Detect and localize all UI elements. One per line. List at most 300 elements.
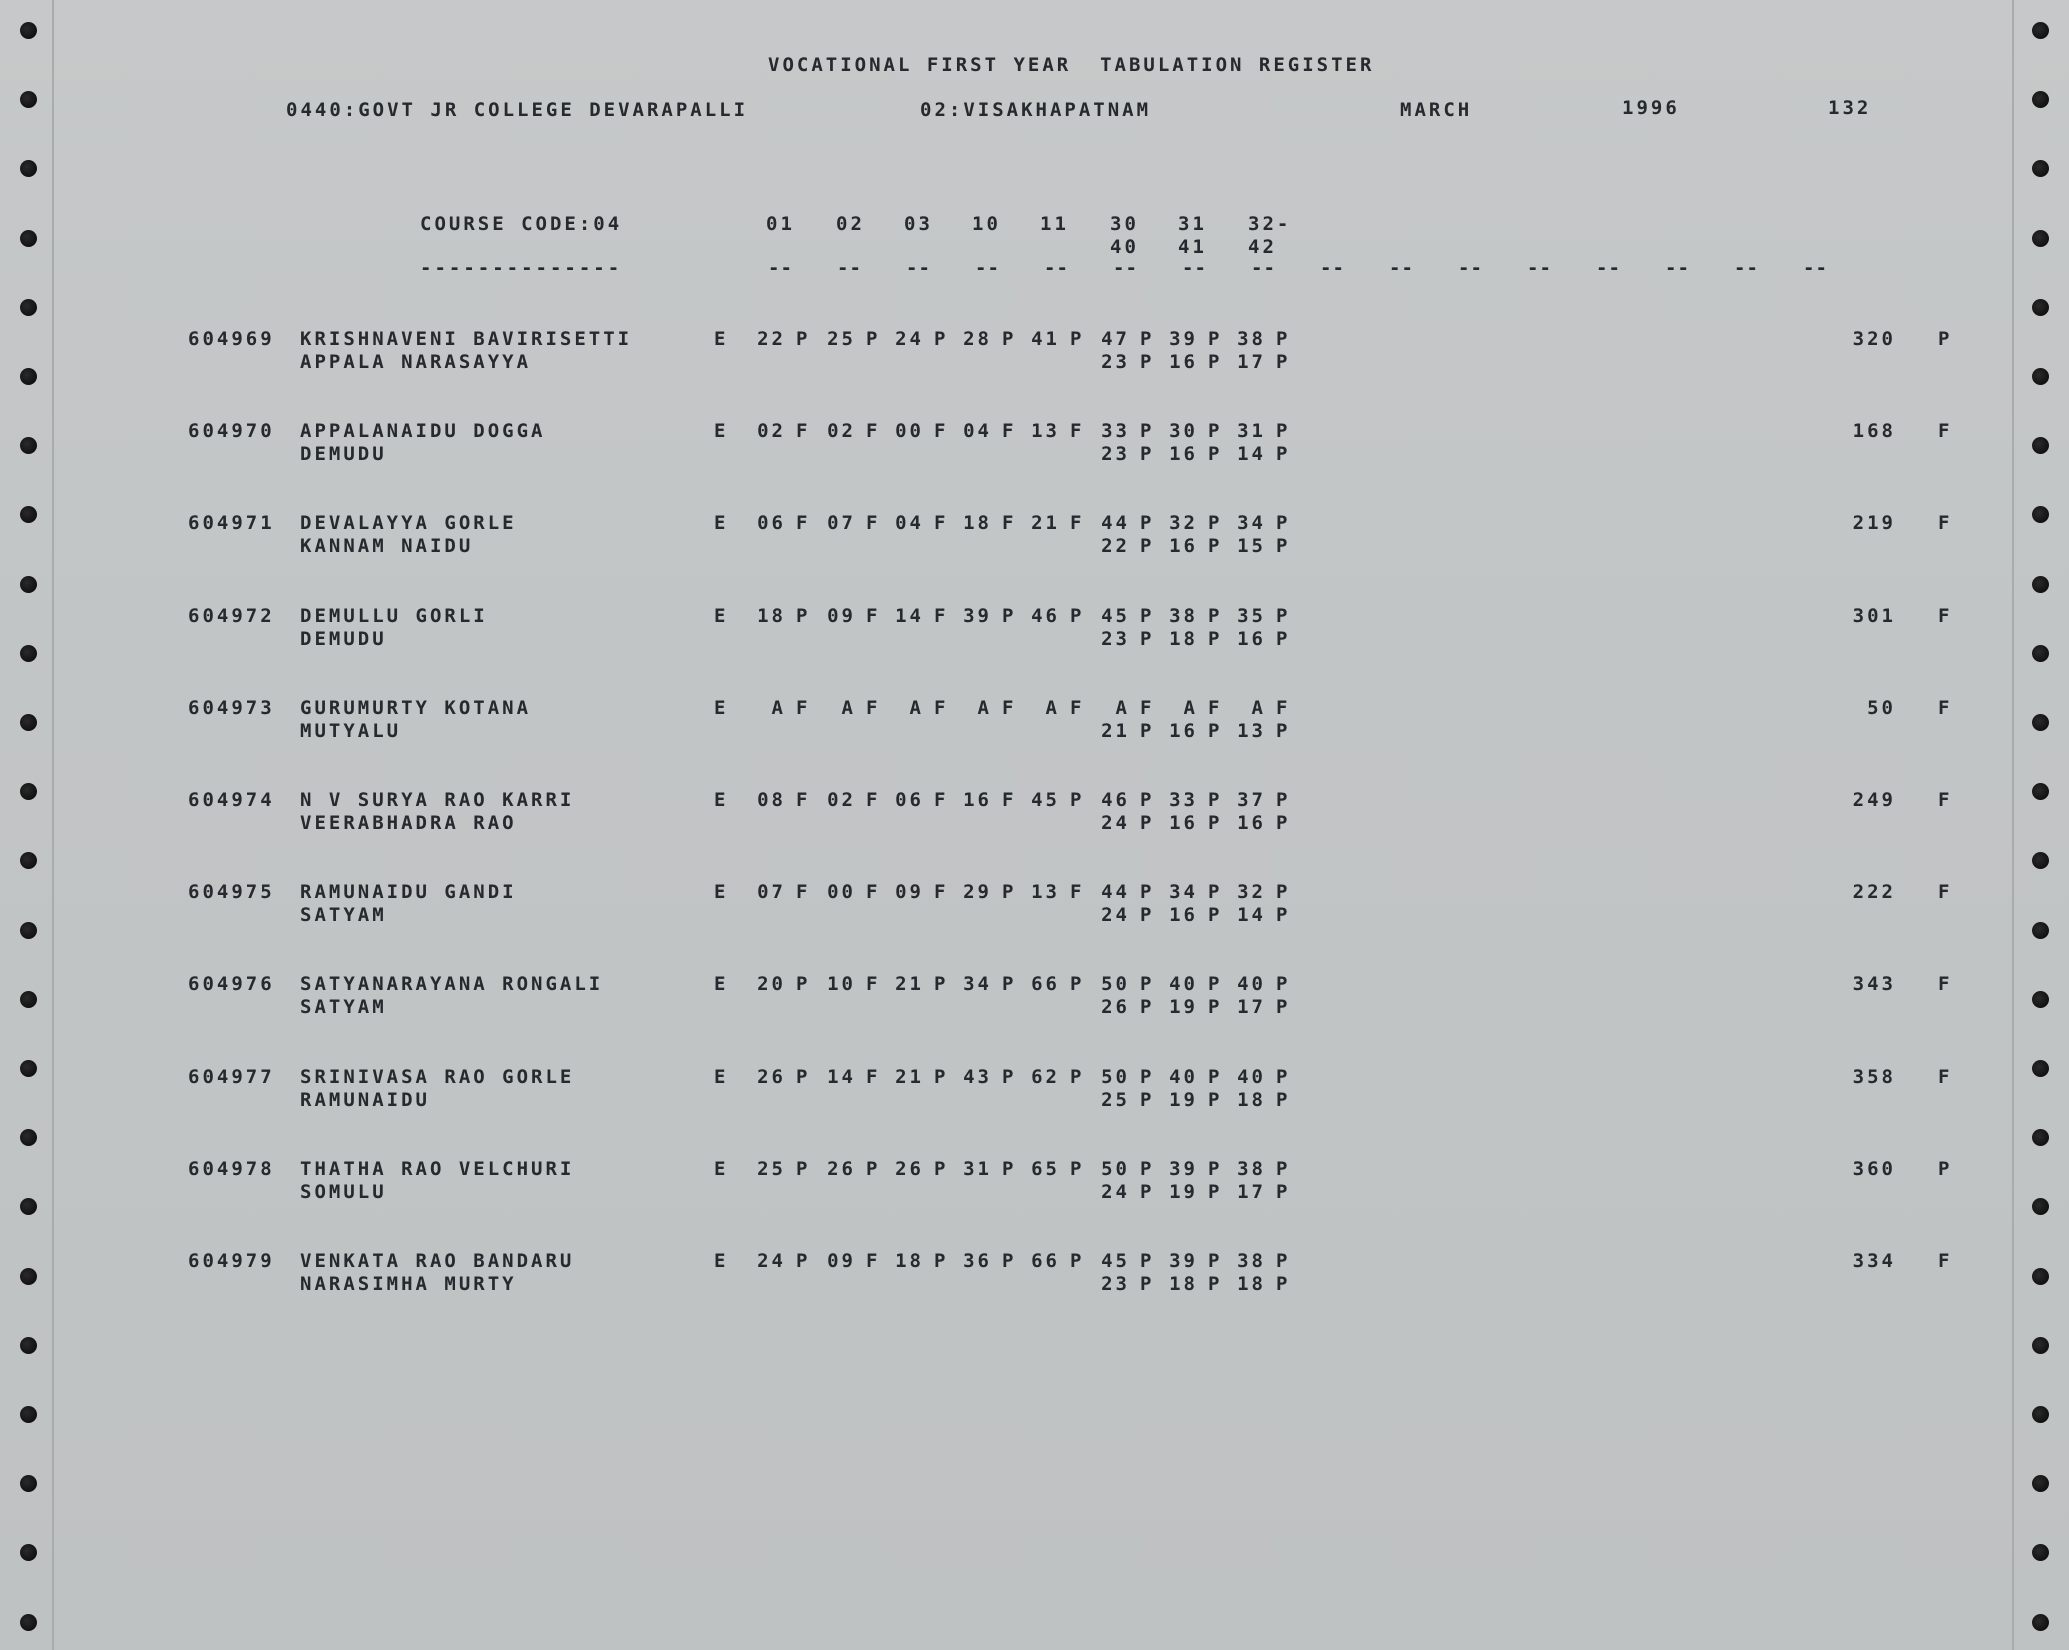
hall-ticket-number: 604975 <box>188 881 275 904</box>
subject-mark: 17 <box>1237 351 1266 373</box>
subject-mark: 44 <box>1101 512 1130 535</box>
total-marks: 168 <box>1852 420 1896 443</box>
subject-result: F <box>796 696 811 719</box>
total-marks: 219 <box>1852 512 1896 535</box>
hall-ticket-number: 604970 <box>188 420 275 443</box>
subject-mark: 23 <box>1101 627 1130 650</box>
student-name: RAMUNAIDU GANDI <box>300 881 517 904</box>
total-marks: 249 <box>1852 789 1896 811</box>
subject-mark: 16 <box>1169 535 1198 558</box>
left-tractor-holes <box>8 0 48 1650</box>
subject-result: P <box>1140 1088 1155 1111</box>
medium: E <box>714 973 729 996</box>
medium: E <box>714 1250 729 1272</box>
subject-mark: 50 <box>1101 973 1130 996</box>
subject-result: P <box>1140 420 1155 443</box>
subject-result: P <box>1140 996 1155 1019</box>
tractor-hole <box>20 437 37 454</box>
column-dash: -- <box>1044 257 1069 279</box>
tractor-hole <box>2032 1129 2049 1146</box>
column-dash: -- <box>975 257 1000 279</box>
subject-mark: 16 <box>1169 904 1198 927</box>
subject-code-header: 02 <box>836 213 865 235</box>
father-name: MUTYALU <box>300 719 402 742</box>
subject-mark: 33 <box>1169 789 1198 811</box>
subject-result: P <box>1208 1180 1223 1203</box>
right-perforation <box>2012 0 2014 1650</box>
subject-result: P <box>1140 973 1155 996</box>
subject-result: P <box>1276 881 1291 904</box>
subject-result: F <box>1208 696 1223 719</box>
subject-result: P <box>1140 789 1155 811</box>
subject-mark: 66 <box>1031 973 1060 996</box>
subject-code-header: 11 <box>1040 213 1069 235</box>
subject-mark: 19 <box>1169 996 1198 1019</box>
subject-mark: 44 <box>1101 881 1130 904</box>
subject-result: P <box>796 1250 811 1272</box>
column-dash: -- <box>1113 257 1138 279</box>
tractor-hole <box>20 1129 37 1146</box>
subject-result: F <box>796 512 811 535</box>
subject-result: P <box>1276 535 1291 558</box>
final-result: F <box>1938 696 1953 719</box>
tractor-hole <box>2032 1614 2049 1631</box>
subject-result: P <box>1140 719 1155 742</box>
final-result: P <box>1938 1157 1953 1180</box>
student-name: SRINIVASA RAO GORLE <box>300 1065 575 1088</box>
subject-mark: 14 <box>1237 443 1266 466</box>
subject-code-header: 32- <box>1248 213 1292 235</box>
subject-result: P <box>1002 1250 1017 1272</box>
subject-result: F <box>866 512 881 535</box>
subject-result: P <box>1208 328 1223 350</box>
tractor-hole <box>2032 230 2049 247</box>
subject-result: P <box>796 1065 811 1088</box>
subject-result: P <box>934 1250 949 1272</box>
subject-result: P <box>1208 512 1223 535</box>
father-name: DEMUDU <box>300 443 387 466</box>
subject-mark: 40 <box>1237 1065 1266 1088</box>
hall-ticket-number: 604969 <box>188 328 275 350</box>
column-dash: -- <box>1527 257 1552 279</box>
subject-mark: 15 <box>1237 535 1266 558</box>
tractor-hole <box>20 1544 37 1561</box>
subject-mark: 34 <box>1237 512 1266 535</box>
subject-mark: 16 <box>1237 812 1266 834</box>
subject-code-header: 10 <box>972 213 1001 235</box>
subject-result: P <box>1276 1088 1291 1111</box>
column-dash: -- <box>906 257 931 279</box>
subject-mark: 25 <box>757 1157 786 1180</box>
total-marks: 301 <box>1852 604 1896 627</box>
subject-result: P <box>934 328 949 350</box>
subject-mark: 18 <box>757 604 786 627</box>
exam-year: 1996 <box>1622 97 1680 119</box>
subject-result: P <box>1070 1157 1085 1180</box>
subject-result: P <box>1208 1088 1223 1111</box>
student-name: DEVALAYYA GORLE <box>300 512 517 535</box>
subject-mark: 24 <box>1101 1180 1130 1203</box>
hall-ticket-number: 604973 <box>188 696 275 719</box>
tractor-hole <box>2032 437 2049 454</box>
subject-mark: 47 <box>1101 328 1130 350</box>
subject-mark: 06 <box>757 512 786 535</box>
medium: E <box>714 1157 729 1180</box>
subject-mark: 02 <box>827 420 856 443</box>
subject-result: P <box>1140 904 1155 927</box>
subject-result: P <box>1140 351 1155 373</box>
subject-result: F <box>934 881 949 904</box>
subject-mark: 21 <box>1031 512 1060 535</box>
subject-mark: 23 <box>1101 443 1130 466</box>
subject-mark: 22 <box>757 328 786 350</box>
subject-mark: 39 <box>1169 328 1198 350</box>
subject-result: P <box>1208 1273 1223 1295</box>
tractor-hole <box>20 1198 37 1215</box>
subject-code-header: 31 <box>1178 213 1207 235</box>
final-result: F <box>1938 604 1953 627</box>
tractor-hole <box>20 299 37 316</box>
subject-result: P <box>1002 1065 1017 1088</box>
final-result: F <box>1938 512 1953 535</box>
subject-result: P <box>1070 1065 1085 1088</box>
tractor-hole <box>2032 1475 2049 1492</box>
subject-mark: 29 <box>963 881 992 904</box>
subject-code-header: 03 <box>904 213 933 235</box>
hall-ticket-number: 604979 <box>188 1250 275 1272</box>
tractor-hole <box>20 714 37 731</box>
subject-mark: 36 <box>963 1250 992 1272</box>
subject-result: P <box>1276 812 1291 834</box>
subject-mark: 20 <box>757 973 786 996</box>
tractor-hole <box>2032 22 2049 39</box>
subject-result: P <box>866 1157 881 1180</box>
column-dash: -- <box>1251 257 1276 279</box>
tractor-hole <box>20 922 37 939</box>
subject-mark: 17 <box>1237 1180 1266 1203</box>
subject-mark: A <box>1251 696 1266 719</box>
subject-mark: 04 <box>963 420 992 443</box>
subject-code-header: 42 <box>1248 236 1277 258</box>
tractor-hole <box>2032 714 2049 731</box>
course-code: COURSE CODE:04 <box>420 213 623 235</box>
subject-result: P <box>1208 1065 1223 1088</box>
subject-mark: 46 <box>1101 789 1130 811</box>
subject-result: P <box>1002 973 1017 996</box>
student-name: KRISHNAVENI BAVIRISETTI <box>300 328 633 350</box>
subject-result: P <box>1208 627 1223 650</box>
subject-mark: 18 <box>1237 1273 1266 1295</box>
subject-result: P <box>1208 973 1223 996</box>
course-code-underline: -------------- <box>420 257 623 279</box>
medium: E <box>714 604 729 627</box>
subject-mark: 16 <box>1169 443 1198 466</box>
subject-result: P <box>1276 904 1291 927</box>
total-marks: 222 <box>1852 881 1896 904</box>
medium: E <box>714 420 729 443</box>
subject-mark: 45 <box>1101 1250 1130 1272</box>
subject-result: P <box>1208 881 1223 904</box>
father-name: NARASIMHA MURTY <box>300 1273 517 1295</box>
subject-mark: 26 <box>757 1065 786 1088</box>
tractor-hole <box>2032 368 2049 385</box>
subject-result: F <box>1070 420 1085 443</box>
subject-mark: 38 <box>1237 1250 1266 1272</box>
subject-mark: 32 <box>1237 881 1266 904</box>
column-dash: -- <box>1665 257 1690 279</box>
subject-mark: A <box>841 696 856 719</box>
subject-mark: 23 <box>1101 351 1130 373</box>
subject-mark: 16 <box>963 789 992 811</box>
subject-mark: 41 <box>1031 328 1060 350</box>
subject-result: P <box>1276 973 1291 996</box>
subject-mark: 45 <box>1031 789 1060 811</box>
hall-ticket-number: 604972 <box>188 604 275 627</box>
subject-mark: 00 <box>827 881 856 904</box>
subject-mark: 24 <box>757 1250 786 1272</box>
subject-result: P <box>1208 535 1223 558</box>
tractor-hole <box>20 368 37 385</box>
subject-result: P <box>1276 1250 1291 1272</box>
column-dash: -- <box>1389 257 1414 279</box>
subject-result: P <box>1070 973 1085 996</box>
subject-mark: 31 <box>1237 420 1266 443</box>
subject-mark: A <box>977 696 992 719</box>
subject-result: F <box>934 696 949 719</box>
tractor-hole <box>20 91 37 108</box>
subject-mark: 45 <box>1101 604 1130 627</box>
subject-result: P <box>1140 1250 1155 1272</box>
subject-result: P <box>1070 1250 1085 1272</box>
subject-mark: 13 <box>1031 420 1060 443</box>
medium: E <box>714 328 729 350</box>
subject-result: P <box>1276 1065 1291 1088</box>
subject-mark: 18 <box>963 512 992 535</box>
subject-result: P <box>1208 996 1223 1019</box>
tractor-hole <box>2032 506 2049 523</box>
student-name: THATHA RAO VELCHURI <box>300 1157 575 1180</box>
subject-result: P <box>1276 1157 1291 1180</box>
total-marks: 343 <box>1852 973 1896 996</box>
tractor-hole <box>20 160 37 177</box>
subject-result: F <box>866 604 881 627</box>
subject-mark: 34 <box>963 973 992 996</box>
subject-mark: 09 <box>827 1250 856 1272</box>
total-marks: 334 <box>1852 1250 1896 1272</box>
subject-mark: 21 <box>895 973 924 996</box>
column-dash: -- <box>837 257 862 279</box>
subject-result: P <box>796 1157 811 1180</box>
student-name: SATYANARAYANA RONGALI <box>300 973 604 996</box>
subject-result: P <box>1140 627 1155 650</box>
subject-mark: 39 <box>1169 1157 1198 1180</box>
subject-result: P <box>1208 812 1223 834</box>
subject-result: P <box>1140 1273 1155 1295</box>
subject-mark: 38 <box>1237 328 1266 350</box>
subject-mark: 32 <box>1169 512 1198 535</box>
subject-mark: 39 <box>1169 1250 1198 1272</box>
page-number: 132 <box>1828 97 1872 119</box>
subject-mark: 50 <box>1101 1157 1130 1180</box>
final-result: F <box>1938 881 1953 904</box>
subject-code-header: 01 <box>766 213 795 235</box>
tractor-hole <box>20 783 37 800</box>
subject-mark: A <box>1115 696 1130 719</box>
tractor-hole <box>20 576 37 593</box>
subject-result: F <box>866 789 881 811</box>
tractor-hole <box>20 22 37 39</box>
subject-result: P <box>866 328 881 350</box>
subject-mark: 10 <box>827 973 856 996</box>
subject-result: P <box>934 973 949 996</box>
subject-mark: 25 <box>827 328 856 350</box>
subject-result: P <box>1276 604 1291 627</box>
subject-result: F <box>866 1250 881 1272</box>
subject-mark: 24 <box>1101 812 1130 834</box>
subject-mark: 14 <box>827 1065 856 1088</box>
subject-mark: 13 <box>1031 881 1060 904</box>
left-perforation <box>52 0 54 1650</box>
final-result: F <box>1938 973 1953 996</box>
subject-result: P <box>1276 789 1291 811</box>
subject-mark: 24 <box>895 328 924 350</box>
tractor-hole <box>20 1614 37 1631</box>
subject-mark: 26 <box>1101 996 1130 1019</box>
subject-mark: 08 <box>757 789 786 811</box>
father-name: VEERABHADRA RAO <box>300 812 517 834</box>
subject-result: F <box>1070 512 1085 535</box>
subject-mark: 31 <box>963 1157 992 1180</box>
subject-mark: 14 <box>1237 904 1266 927</box>
tractor-hole <box>20 1268 37 1285</box>
subject-result: F <box>1002 420 1017 443</box>
subject-mark: 16 <box>1169 351 1198 373</box>
tractor-hole <box>2032 576 2049 593</box>
subject-mark: 50 <box>1101 1065 1130 1088</box>
hall-ticket-number: 604974 <box>188 789 275 811</box>
tractor-hole <box>2032 645 2049 662</box>
subject-result: P <box>1276 627 1291 650</box>
hall-ticket-number: 604976 <box>188 973 275 996</box>
subject-mark: 19 <box>1169 1180 1198 1203</box>
subject-code-header: 40 <box>1110 236 1139 258</box>
student-name: APPALANAIDU DOGGA <box>300 420 546 443</box>
column-dash: -- <box>1803 257 1828 279</box>
subject-mark: 26 <box>827 1157 856 1180</box>
final-result: F <box>1938 789 1953 811</box>
subject-mark: 35 <box>1237 604 1266 627</box>
total-marks: 358 <box>1852 1065 1896 1088</box>
student-name: DEMULLU GORLI <box>300 604 488 627</box>
subject-mark: 02 <box>827 789 856 811</box>
exam-month: MARCH <box>1400 99 1473 121</box>
student-name: N V SURYA RAO KARRI <box>300 789 575 811</box>
subject-mark: 22 <box>1101 535 1130 558</box>
tractor-hole <box>20 230 37 247</box>
subject-mark: 46 <box>1031 604 1060 627</box>
column-dash: -- <box>1734 257 1759 279</box>
subject-result: F <box>1002 512 1017 535</box>
subject-result: P <box>1140 1157 1155 1180</box>
medium: E <box>714 789 729 811</box>
subject-result: P <box>1276 351 1291 373</box>
tractor-hole <box>2032 991 2049 1008</box>
tractor-hole <box>2032 1198 2049 1215</box>
subject-result: F <box>1276 696 1291 719</box>
subject-mark: 65 <box>1031 1157 1060 1180</box>
column-dash: -- <box>768 257 793 279</box>
subject-result: P <box>934 1157 949 1180</box>
subject-result: P <box>1208 1157 1223 1180</box>
medium: E <box>714 512 729 535</box>
subject-mark: 30 <box>1169 420 1198 443</box>
subject-result: P <box>1208 904 1223 927</box>
subject-mark: 19 <box>1169 1088 1198 1111</box>
subject-result: F <box>866 420 881 443</box>
subject-result: F <box>866 696 881 719</box>
subject-result: P <box>1208 604 1223 627</box>
subject-mark: 40 <box>1169 973 1198 996</box>
subject-mark: 66 <box>1031 1250 1060 1272</box>
subject-result: P <box>1070 604 1085 627</box>
student-name: VENKATA RAO BANDARU <box>300 1250 575 1272</box>
column-dash: -- <box>1596 257 1621 279</box>
subject-mark: 18 <box>1169 1273 1198 1295</box>
subject-result: P <box>1276 420 1291 443</box>
register-title: VOCATIONAL FIRST YEAR TABULATION REGISTER <box>768 54 1375 76</box>
subject-mark: 34 <box>1169 881 1198 904</box>
subject-result: P <box>934 1065 949 1088</box>
subject-result: P <box>1070 789 1085 811</box>
final-result: F <box>1938 420 1953 443</box>
tractor-hole <box>2032 922 2049 939</box>
hall-ticket-number: 604977 <box>188 1065 275 1088</box>
subject-result: F <box>796 789 811 811</box>
subject-mark: 00 <box>895 420 924 443</box>
subject-result: F <box>866 881 881 904</box>
medium: E <box>714 1065 729 1088</box>
subject-result: F <box>1070 696 1085 719</box>
subject-mark: 13 <box>1237 719 1266 742</box>
tractor-hole <box>2032 1337 2049 1354</box>
column-dash: -- <box>1182 257 1207 279</box>
total-marks: 50 <box>1867 696 1896 719</box>
subject-result: F <box>1070 881 1085 904</box>
subject-result: P <box>1208 719 1223 742</box>
tractor-hole <box>2032 1406 2049 1423</box>
subject-result: P <box>1002 328 1017 350</box>
tractor-hole <box>2032 1268 2049 1285</box>
right-tractor-holes <box>2020 0 2060 1650</box>
subject-result: P <box>1276 719 1291 742</box>
tractor-hole <box>20 1406 37 1423</box>
tractor-hole <box>2032 852 2049 869</box>
total-marks: 320 <box>1852 328 1896 350</box>
tractor-hole <box>2032 299 2049 316</box>
column-dash: -- <box>1320 257 1345 279</box>
medium: E <box>714 881 729 904</box>
subject-result: F <box>934 789 949 811</box>
subject-result: P <box>1276 512 1291 535</box>
subject-result: P <box>1140 881 1155 904</box>
subject-mark: 26 <box>895 1157 924 1180</box>
tractor-hole <box>2032 160 2049 177</box>
subject-result: P <box>1276 1273 1291 1295</box>
subject-mark: 62 <box>1031 1065 1060 1088</box>
subject-result: P <box>1208 420 1223 443</box>
subject-result: P <box>1140 1180 1155 1203</box>
subject-mark: A <box>771 696 786 719</box>
